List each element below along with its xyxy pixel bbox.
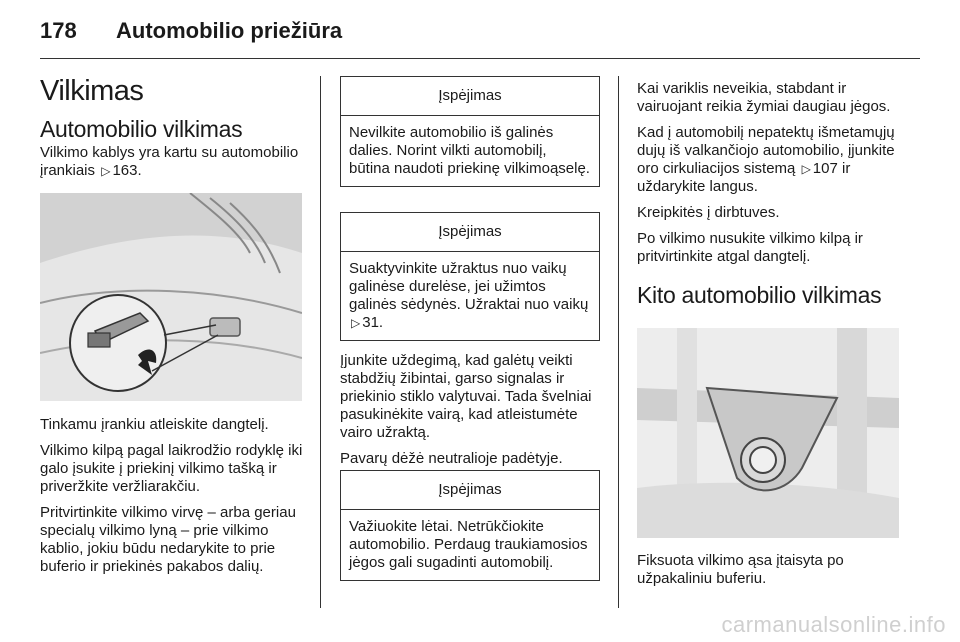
warning-page-ref[interactable]: 31. [362, 314, 384, 331]
paragraph-1: Tinkamu įrankiu atleiskite dangtelį. [40, 416, 269, 433]
warning-title: Įspėjimas [341, 471, 599, 510]
rear-tow-eye-drawing [637, 328, 899, 538]
paragraph-ignition: Įjunkite uždegimą, kad galėtų veikti stabdžių žibintai, garso signalas ir priekinio stiklo valytuvai. Tada švelniai pasukinėkite vairą, kad atleistumėte vairo užraktą. [340, 352, 592, 441]
intro-page-ref[interactable]: 163. [112, 162, 142, 179]
paragraph-3: Pritvirtinkite vilkimo virvę – arba geriau specialų vilkimo lyną – prie vilkimo kablio, jokiu būdu nedarykite to prie buferio ir priekinės pakabos dalių. [40, 504, 296, 575]
column-1 [40, 74, 306, 188]
header-rule [40, 58, 920, 59]
triangle-right-icon: ▷ [101, 164, 111, 178]
column-2-text [340, 352, 602, 476]
warning-title: Įspėjimas [341, 77, 599, 116]
paragraph-exhaust [637, 124, 905, 196]
paragraph-2: Vilkimo kilpą pagal laikrodžio rodyklę iki galo įsukite į priekinį vilkimo tašką ir priveržkite veržliarakčiu. [40, 442, 303, 495]
triangle-right-icon: ▷ [801, 162, 811, 176]
watermark: carmanualsonline.info [721, 612, 946, 637]
warning-box-3 [340, 470, 600, 581]
exhaust-text-b: ir uždarykite langus. [637, 160, 851, 195]
column-3 [637, 80, 905, 310]
figure-caption: Fiksuota vilkimo ąsa įtaisyta po užpakaliniu buferiu. [637, 552, 844, 587]
subsection-title-tow-other: Kito automobilio vilkimas [637, 282, 882, 308]
warning-box-1 [340, 76, 600, 187]
column-1-lower [40, 416, 306, 584]
exhaust-page-ref[interactable]: 107 [812, 160, 838, 177]
column-divider-1 [320, 76, 321, 608]
warning-text [341, 252, 599, 340]
paragraph-gearbox: Pavarų dėžė neutralioje padėtyje. [340, 450, 563, 467]
exhaust-text-a: Kad į automobilį nepatektų išmetamųjų dujų iš valkančiojo automobilio, įjunkite oro cirkuliacijos sistemą [637, 124, 895, 177]
warning-box-2 [340, 212, 600, 341]
warning-text: Važiuokite lėtai. Netrūkčiokite automobilio. Perdaug traukiamosios jėgos gali sugadinti automobilį. [349, 518, 588, 571]
section-title: Vilkimas [40, 75, 144, 107]
intro-paragraph [40, 144, 306, 180]
subsection-title: Automobilio vilkimas [40, 116, 243, 142]
paragraph-engine-off: Kai variklis neveikia, stabdant ir vairuojant reikia žymiai daugiau jėgos. [637, 80, 891, 115]
warning-text-body: Suaktyvinkite užraktus nuo vaikų galinėse durelėse, jei užimtos galinės sėdynės. Užraktai nuo vaikų [349, 260, 589, 313]
front-bumper-drawing [40, 193, 302, 401]
page-number: 178 [40, 18, 77, 43]
column-divider-2 [618, 76, 619, 608]
rear-tow-eye-illustration [637, 328, 899, 538]
paragraph-workshop: Kreipkitės į dirbtuves. [637, 204, 780, 221]
header-title: Automobilio priežiūra [116, 18, 343, 43]
paragraph-after-towing: Po vilkimo nusukite vilkimo kilpą ir pritvirtinkite atgal dangtelį. [637, 230, 863, 265]
triangle-right-icon: ▷ [351, 316, 361, 330]
warning-title: Įspėjimas [341, 213, 599, 252]
column-3-caption [637, 552, 905, 596]
warning-text: Nevilkite automobilio iš galinės dalies. Norint vilkti automobilį, būtina naudoti priekinę vilkimoąselę. [349, 124, 590, 177]
intro-text: Vilkimo kablys yra kartu su automobilio įrankiais [40, 144, 299, 179]
page-header [40, 10, 920, 50]
tow-eye-front-illustration [40, 193, 302, 401]
